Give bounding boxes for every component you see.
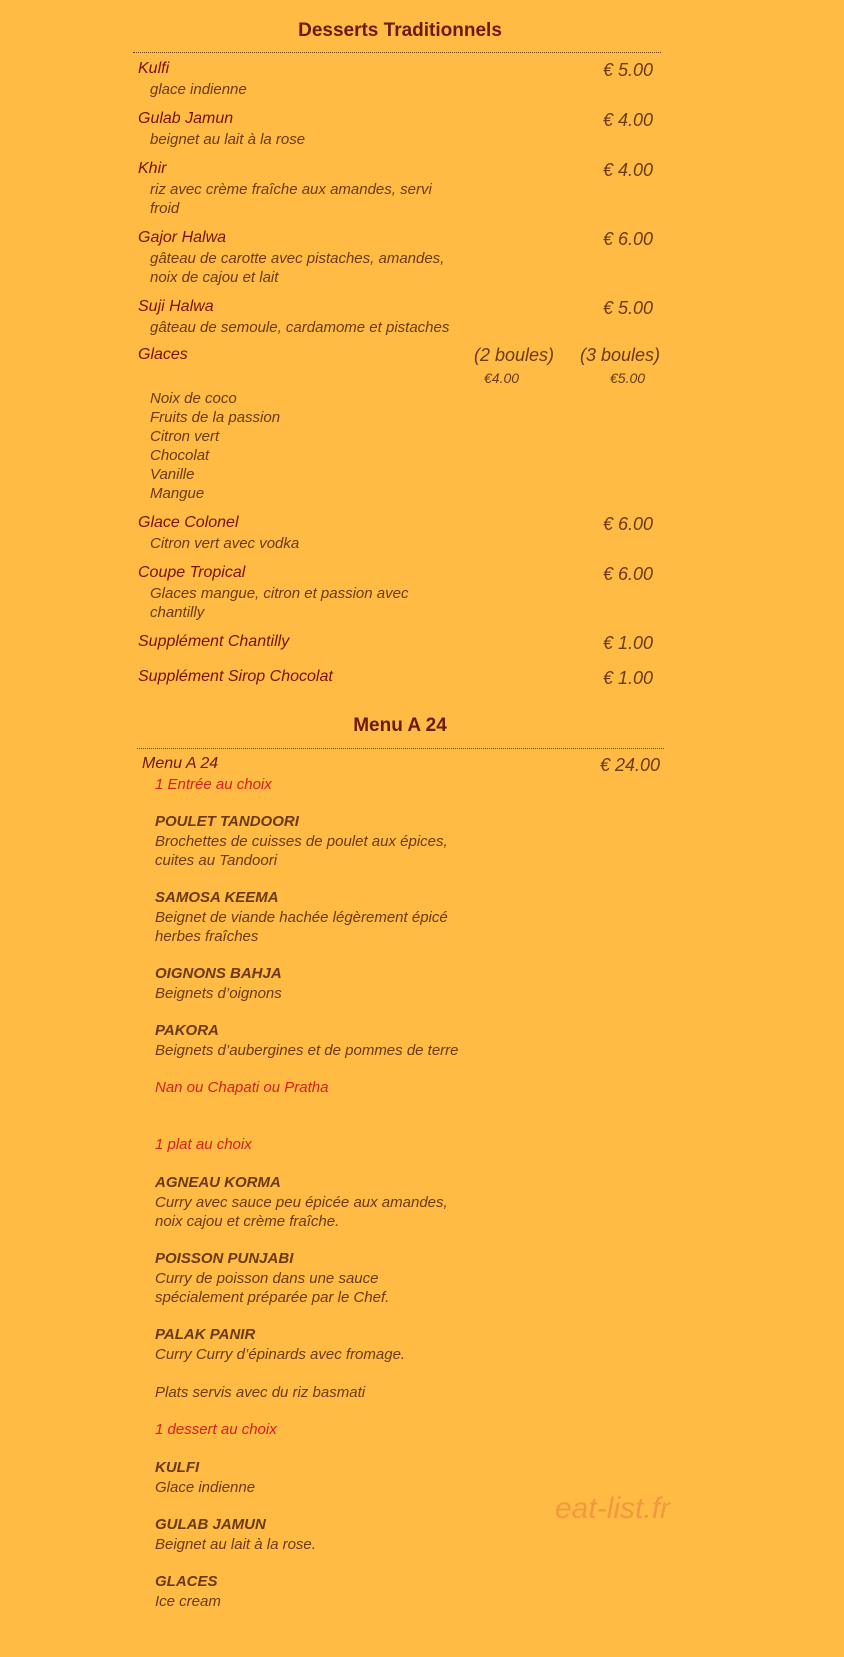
glaces-flavor: Chocolat <box>150 447 210 464</box>
item-price: € 4.00 <box>602 110 653 130</box>
dessert-desc: Ice cream <box>155 1593 221 1610</box>
item-description: chantilly <box>150 604 205 621</box>
item-name: Gajor Halwa <box>138 229 227 246</box>
dessert-heading: 1 dessert au choix <box>155 1421 277 1438</box>
dessert-desc: Glace indienne <box>155 1479 256 1496</box>
glaces-price-2-boules: €4.00 <box>484 370 520 386</box>
glaces-flavor: Fruits de la passion <box>150 409 281 426</box>
item-name: Glace Colonel <box>138 514 239 531</box>
menu-name: Menu A 24 <box>142 755 219 772</box>
item-price: € 5.00 <box>602 298 653 318</box>
entree-heading: 1 Entrée au choix <box>155 776 272 793</box>
entree-desc: Beignets d’aubergines et de pommes de terre <box>155 1042 459 1059</box>
item-price: € 1.00 <box>602 668 653 688</box>
rice-note: Plats servis avec du riz basmati <box>155 1384 366 1401</box>
glaces-flavor: Citron vert <box>150 428 220 445</box>
item-description: glace indienne <box>150 81 247 98</box>
entree-desc: Beignets d’oignons <box>155 985 282 1002</box>
section-title-menu: Menu A 24 <box>353 715 447 736</box>
glaces-flavor: Noix de coco <box>150 390 237 407</box>
entree-desc: Beignet de viande hachée légèrement épicé <box>155 909 448 926</box>
item-name: Khir <box>138 160 167 177</box>
item-name: Kulfi <box>138 60 170 77</box>
item-name: Suji Halwa <box>138 298 214 315</box>
entree-title: OIGNONS BAHJA <box>155 965 282 982</box>
item-description: gâteau de semoule, cardamome et pistaches <box>150 319 450 336</box>
plat-title: PALAK PANIR <box>155 1326 256 1343</box>
glaces-flavor: Vanille <box>150 466 195 483</box>
section-title-desserts: Desserts Traditionnels <box>298 20 502 41</box>
item-name: Glaces <box>138 346 188 363</box>
plat-heading: 1 plat au choix <box>155 1136 252 1153</box>
plat-desc: spécialement préparée par le Chef. <box>155 1289 390 1306</box>
section-divider <box>137 748 664 749</box>
entree-title: POULET TANDOORI <box>155 813 299 830</box>
plat-title: AGNEAU KORMA <box>155 1174 281 1191</box>
dessert-desc: Beignet au lait à la rose. <box>155 1536 316 1553</box>
item-description: froid <box>150 200 180 217</box>
section-divider <box>133 52 661 53</box>
plat-desc: Curry Curry d’épinards avec fromage. <box>155 1346 406 1363</box>
item-name: Coupe Tropical <box>138 564 246 581</box>
menu-price: € 24.00 <box>599 755 660 775</box>
item-price: € 5.00 <box>602 60 653 80</box>
item-name: Supplément Chantilly <box>138 633 290 650</box>
entree-title: PAKORA <box>155 1022 219 1039</box>
item-description: beignet au lait à la rose <box>150 131 306 148</box>
entree-desc: Brochettes de cuisses de poulet aux épices, <box>155 833 448 850</box>
item-description: Citron vert avec vodka <box>150 535 300 552</box>
entree-title: SAMOSA KEEMA <box>155 889 279 906</box>
dessert-title: GULAB JAMUN <box>155 1516 266 1533</box>
entree-desc: cuites au Tandoori <box>155 852 278 869</box>
item-name: Supplément Sirop Chocolat <box>138 668 333 685</box>
plat-desc: Curry avec sauce peu épicée aux amandes, <box>155 1194 448 1211</box>
plat-title: POISSON PUNJABI <box>155 1250 294 1267</box>
watermark: eat-list.fr <box>555 1492 671 1525</box>
glaces-flavor: Mangue <box>150 485 205 502</box>
dessert-title: GLACES <box>155 1573 218 1590</box>
plat-desc: noix cajou et crème fraîche. <box>155 1213 340 1230</box>
glaces-price-3-boules: €5.00 <box>610 370 646 386</box>
dessert-title: KULFI <box>155 1459 200 1476</box>
item-description: gâteau de carotte avec pistaches, amandes, <box>150 250 445 267</box>
item-price: € 6.00 <box>602 514 653 534</box>
entree-desc: herbes fraîches <box>155 928 259 945</box>
item-price: € 6.00 <box>602 229 653 249</box>
item-description: noix de cajou et lait <box>150 269 279 286</box>
item-price: € 6.00 <box>602 564 653 584</box>
item-price: € 1.00 <box>602 633 653 653</box>
item-price: € 4.00 <box>602 160 653 180</box>
item-name: Gulab Jamun <box>138 110 234 127</box>
item-description: Glaces mangue, citron et passion avec <box>150 585 409 602</box>
item-description: riz avec crème fraîche aux amandes, servi <box>150 181 432 198</box>
glaces-col-3-boules: (3 boules) <box>580 345 661 365</box>
glaces-col-2-boules: (2 boules) <box>474 345 555 365</box>
bread-choice: Nan ou Chapati ou Pratha <box>155 1079 329 1096</box>
plat-desc: Curry de poisson dans une sauce <box>155 1270 379 1287</box>
